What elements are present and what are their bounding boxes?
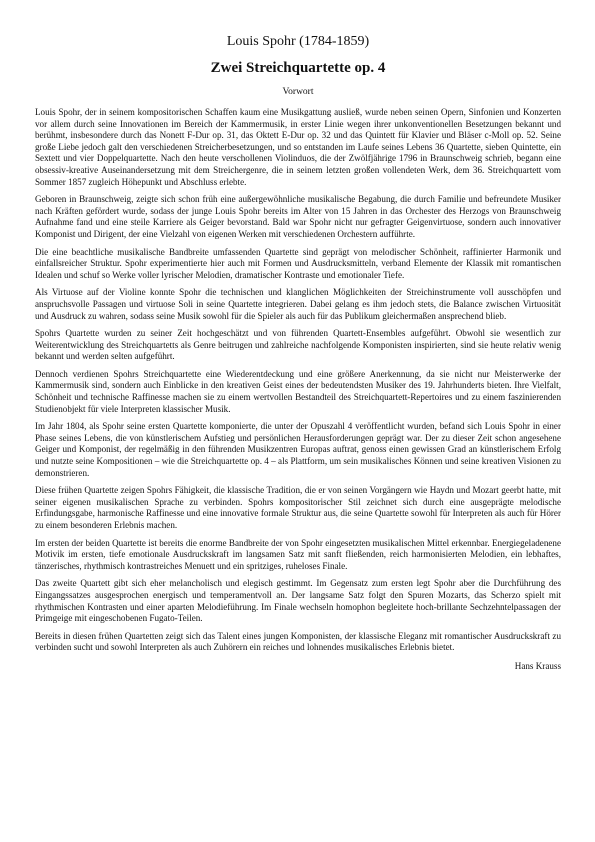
section-heading: Vorwort	[282, 87, 314, 97]
paragraph: Als Virtuose auf der Violine konnte Spohr die technischen und klanglichen Möglichkeiten der Streichinstrumente voll ausschöpfen und anspruchsvolle Passagen und virtuose Soli in seine Quartette integrieren. Dabei gelang es ihm jedoch stets, die Balance zwischen Virtuosität und Ausdruck zu wahren, sodass seine Musik sowohl für die Spieler als auch für das Publikum gleichermaßen ansprechend blieb.	[35, 287, 561, 321]
paragraph: Im ersten der beiden Quartette ist bereits die enorme Bandbreite der von Spohr eingesetzten musikalischen Mittel erkennbar. Energiegeladenene Motivik im ersten, tiefe emotionale Ausdruckskraft im langsamen Satz mit sanft fließenden, reich harmonisierten Melodien, ein lebhaftes, tänzerisches, rhythmisch kontrastreiches Menuett und ein spritziges, ruheloses Finale.	[35, 537, 561, 571]
paragraph: Das zweite Quartett gibt sich eher melancholisch und elegisch gestimmt. Im Gegensatz zum ersten legt Spohr aber die Durchführung des Eingangssatzes ausgesprochen energisch und temperamentvoll an. Der langsame Satz folgt den Spuren Mozarts, das Scherzo spielt mit rhythmischen Kontrasten und einer aparten Melodieführung. Im Finale wechseln homophon begleitete hoch-brillante Sechzehntelpassagen der Primgeige mit eingeschobenen Fugato-Teilen.	[35, 578, 561, 624]
page-title: Zwei Streichquartette op. 4	[210, 60, 386, 76]
author-signature: Hans Krauss	[514, 660, 561, 671]
paragraph: Louis Spohr, der in seinem kompositorischen Schaffen kaum eine Musikgattung ausließ, wurde neben seinen Opern, Sinfonien und Konzerten vor allem durch seine Innovationen im Bereich der Kammermusik, in erster Linie wegen ihrer unkonventionellen Besetzungen bekannt und berühmt, insbesondere durch das Nonett F-Dur op. 31, das Oktett E-Dur op. 32 und das Quintett für Klavier und Bläser c-Moll op. 52. Seine große Liebe jedoch galt den verschiedenen Streicherbesetzungen, und so entstanden im Laufe seines Lebens 36 Quartette, sieben Quintette, ein Sextett und vier Doppelquartette. Nach den heute verschollenen Violinduos, die der Zwölfjährige 1796 in Braunschweig schrieb, begann eine obsessiv-kreative Auseinandersetzung mit dem Streichergenre, die in seinem letzten großen vollendeten Werk, dem 36. Streichquartett vom Sommer 1857 zugleich Höhepunkt und Abschluss erlebte.	[35, 107, 561, 187]
paragraph: Diese frühen Quartette zeigen Spohrs Fähigkeit, die klassische Tradition, die er von seinen Vorgängern wie Haydn und Mozart geerbt hatte, mit seiner eigenen musikalischen Sprache zu verbinden. Spohrs kompositorischer Stil zeichnet sich durch eine ausgeprägte melodische Erfindungsgabe, harmonische Raffinesse und eine innovative formale Struktur aus, die seine Quartette sowohl für Interpreten als auch für Hörer zu einem besonderen Erlebnis machen.	[35, 485, 561, 530]
composer-heading: Louis Spohr (1784-1859)	[226, 34, 370, 49]
paragraph: Bereits in diesen frühen Quartetten zeigt sich das Talent eines jungen Komponisten, der klassische Eleganz mit romantischer Ausdruckskraft zu verbinden sucht und sowohl Interpreten als auch Zuhörern ein reiches und lohnendes musikalisches Erlebnis bietet.	[35, 630, 561, 653]
paragraph: Spohrs Quartette wurden zu seiner Zeit hochgeschätzt und von führenden Quartett-Ensembles aufgeführt. Obwohl sie wesentlich zur Weiterentwicklung des Streichquartetts als Genre beitrugen und zahlreiche nachfolgende Komponisten inspirierten, sind sie heute relativ wenig bekannt und werden selten aufgeführt.	[35, 328, 561, 362]
paragraph: Geboren in Braunschweig, zeigte sich schon früh eine außergewöhnliche musikalische Begabung, die durch Familie und befreundete Musiker nach Kräften gefördert wurde, sodass der junge Louis Spohr bereits im Alter von 15 Jahren in das Orchester des Herzogs von Braunschweig Aufnahme fand und eine steile Karriere als Geiger bevorstand. Bald war Spohr nicht nur gefragter Geigenvirtuose, sondern auch innovativer Komponist und Dirigent, der eine Vielzahl von eigenen Werken mit verschiedenen Orchestern aufführte.	[35, 194, 561, 239]
paragraph: Dennoch verdienen Spohrs Streichquartette eine Wiederentdeckung und eine größere Anerkennung, da sie nicht nur Meisterwerke der Kammermusik sind, sondern auch Einblicke in den kreativen Geist eines der bedeutendsten Musiker des 19. Jahrhunderts bieten. Ihre Vielfalt, Schönheit und technische Raffinesse machen sie zu einem wertvollen Bestandteil des Streichquartett-Repertoires und zu einem faszinierenden Studienobjekt für viele Interpreten klassischer Musik.	[35, 368, 561, 414]
paragraph: Im Jahr 1804, als Spohr seine ersten Quartette komponierte, die unter der Opuszahl 4 veröffentlicht wurden, befand sich Louis Spohr in einer Phase seines Lebens, die von künstlerischem Aufstieg und persönlichen Herausforderungen geprägt war. Der zu dieser Zeit schon angesehene Geiger und Komponist, der regelmäßig in den führenden Musikzentren Europas auftrat, genoss einen gewissen Grad an künstlerischem Erfolg und nutzte seine Kompositionen – wie die Streichquartette op. 4 – als Plattform, um sein musikalisches Können und seine kreativen Visionen zu demonstrieren.	[35, 421, 561, 478]
preface-body	[35, 107, 561, 654]
paragraph: Die eine beachtliche musikalische Bandbreite umfassenden Quartette sind geprägt von melodischer Schönheit, raffinierter Harmonik und einfallsreicher Struktur. Spohr experimentierte hier auch mit Formen und Ausdrucksmitteln, verband Elemente der Klassik mit romantischen Idealen und schuf so Werke voller lyrischer Melodien, dramatischer Kontraste und emotionaler Tiefe.	[35, 246, 561, 280]
